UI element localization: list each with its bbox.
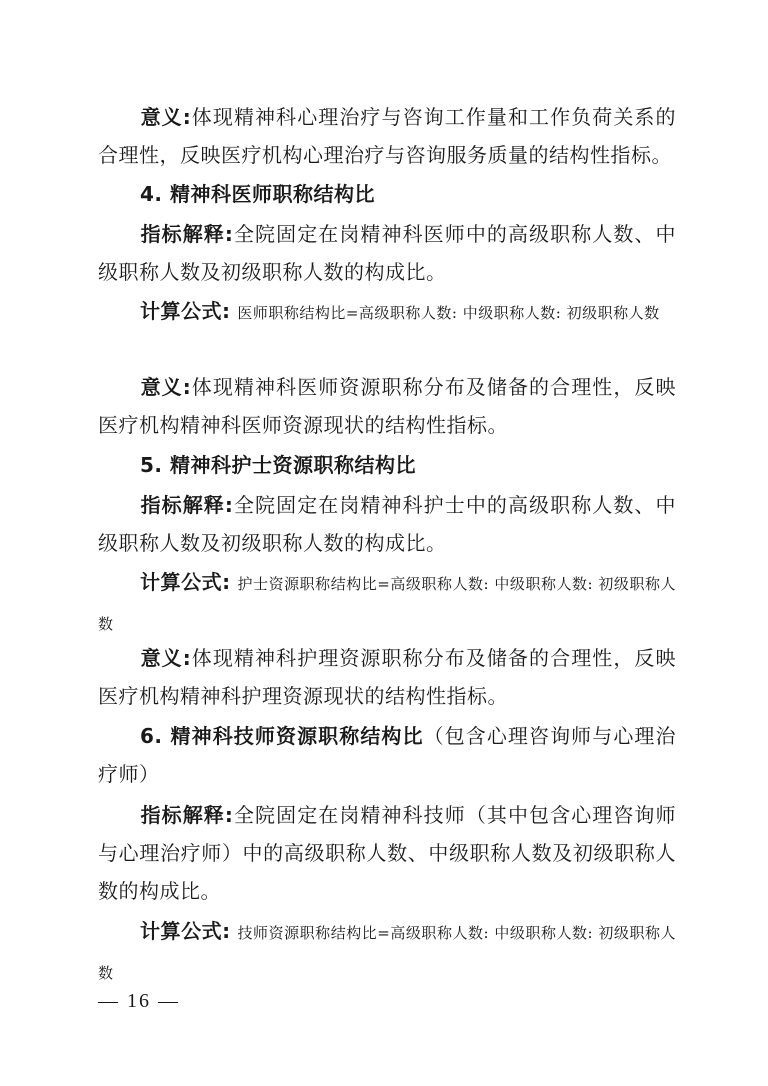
indicator-explanation-text: 全院固定在岗精神科护士中的高级职称人数、中级职称人数及初级职称人数的构成比。 [98,493,677,555]
section-heading-text: 4. 精神科医师职称结构比 [140,182,375,206]
significance-paragraph [98,368,676,444]
formula-label: 计算公式: [140,299,231,323]
section-heading-suffix: （包含心理咨询师与心理治疗师） [98,724,677,786]
indicator-explanation-text: 全院固定在岗精神科医师中的高级职称人数、中级职称人数及初级职称人数的构成比。 [98,222,677,284]
indicator-explanation-label: 指标解释: [140,222,234,246]
formula-text: 护士资源职称结构比=高级职称人数: 中级职称人数: 初级职称人数 [98,575,677,633]
indicator-explanation-text: 全院固定在岗精神科技师（其中包含心理咨询师与心理治疗师）中的高级职称人数、中级职称人数及初级职称人数的构成比。 [98,803,677,903]
formula-paragraph [98,912,676,992]
indicator-explanation-label: 指标解释: [140,803,234,827]
section-heading-text: 6. 精神科技师资源职称结构比 [140,724,424,748]
significance-text: 体现精神科医师资源职称分布及储备的合理性，反映医疗机构精神科医师资源现状的结构性指标。 [98,375,677,437]
significance-paragraph [98,639,676,715]
indicator-explanation-paragraph [98,486,676,562]
section-heading-4 [98,175,676,213]
significance-label: 意义: [140,646,192,670]
significance-paragraph [98,98,676,174]
section-heading-5 [98,446,676,484]
section-heading-6 [98,717,676,793]
formula-text: 技师资源职称结构比=高级职称人数: 中级职称人数: 初级职称人数 [98,924,677,982]
section-heading-text: 5. 精神科护士资源职称结构比 [140,453,416,477]
formula-paragraph [98,292,676,332]
significance-text: 体现精神科心理治疗与咨询工作量和工作负荷关系的合理性，反映医疗机构心理治疗与咨询服务质量的结构性指标。 [98,105,677,167]
indicator-explanation-label: 指标解释: [140,493,234,517]
formula-paragraph [98,563,676,643]
indicator-explanation-paragraph [98,796,676,910]
page-number: — 16 — [98,990,180,1012]
indicator-explanation-paragraph [98,215,676,291]
formula-text: 医师职称结构比=高级职称人数: 中级职称人数: 初级职称人数 [237,304,660,322]
formula-label: 计算公式: [140,919,231,943]
significance-text: 体现精神科护理资源职称分布及储备的合理性，反映医疗机构精神科护理资源现状的结构性指标。 [98,646,677,708]
significance-label: 意义: [140,105,192,129]
significance-label: 意义: [140,375,192,399]
formula-label: 计算公式: [140,570,231,594]
